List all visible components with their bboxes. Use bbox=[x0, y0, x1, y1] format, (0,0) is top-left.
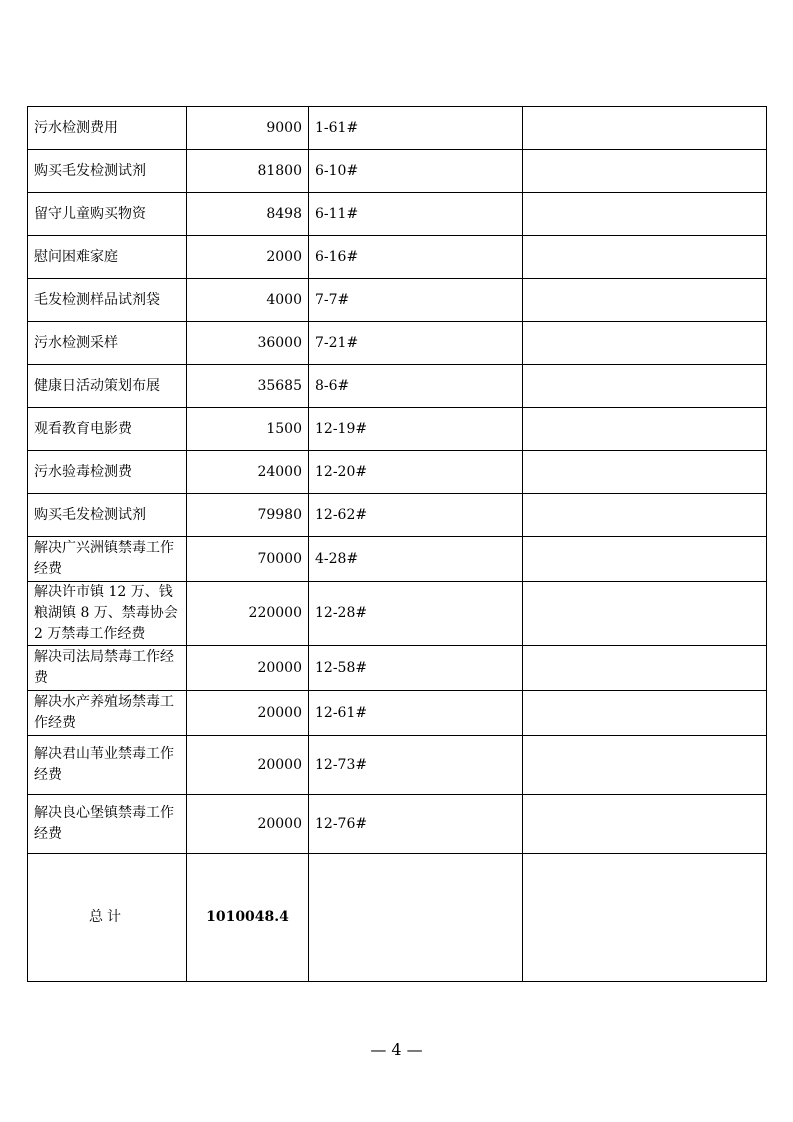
item-cell: 污水检测采样 bbox=[28, 322, 187, 365]
voucher-cell: 8-6# bbox=[309, 365, 523, 408]
item-cell: 购买毛发检测试剂 bbox=[28, 494, 187, 537]
voucher-cell: 1-61# bbox=[309, 107, 523, 150]
table-row bbox=[28, 736, 767, 795]
voucher-cell: 7-7# bbox=[309, 279, 523, 322]
voucher-cell: 12-76# bbox=[309, 795, 523, 854]
total-note-cell bbox=[523, 854, 767, 982]
note-cell bbox=[523, 107, 767, 150]
amount-cell: 81800 bbox=[187, 150, 309, 193]
amount-cell: 79980 bbox=[187, 494, 309, 537]
table-row bbox=[28, 451, 767, 494]
table-row bbox=[28, 646, 767, 691]
item-cell: 解决广兴洲镇禁毒工作经费 bbox=[28, 537, 187, 582]
amount-cell: 36000 bbox=[187, 322, 309, 365]
amount-cell: 4000 bbox=[187, 279, 309, 322]
table-row bbox=[28, 691, 767, 736]
total-voucher-cell bbox=[309, 854, 523, 982]
item-cell: 解决君山苇业禁毒工作经费 bbox=[28, 736, 187, 795]
table-row bbox=[28, 279, 767, 322]
item-cell: 污水验毒检测费 bbox=[28, 451, 187, 494]
voucher-cell: 6-11# bbox=[309, 193, 523, 236]
amount-cell: 9000 bbox=[187, 107, 309, 150]
amount-cell: 35685 bbox=[187, 365, 309, 408]
item-cell: 购买毛发检测试剂 bbox=[28, 150, 187, 193]
amount-cell: 20000 bbox=[187, 691, 309, 736]
amount-cell: 2000 bbox=[187, 236, 309, 279]
note-cell bbox=[523, 646, 767, 691]
table-row bbox=[28, 322, 767, 365]
table-row bbox=[28, 582, 767, 646]
voucher-cell: 4-28# bbox=[309, 537, 523, 582]
note-cell bbox=[523, 322, 767, 365]
amount-cell: 20000 bbox=[187, 736, 309, 795]
item-cell: 观看教育电影费 bbox=[28, 408, 187, 451]
note-cell bbox=[523, 451, 767, 494]
table-row bbox=[28, 193, 767, 236]
item-cell: 污水检测费用 bbox=[28, 107, 187, 150]
total-row bbox=[28, 854, 767, 982]
voucher-cell: 7-21# bbox=[309, 322, 523, 365]
note-cell bbox=[523, 408, 767, 451]
amount-cell: 220000 bbox=[187, 582, 309, 646]
amount-cell: 24000 bbox=[187, 451, 309, 494]
voucher-cell: 12-61# bbox=[309, 691, 523, 736]
note-cell bbox=[523, 582, 767, 646]
amount-cell: 20000 bbox=[187, 646, 309, 691]
note-cell bbox=[523, 494, 767, 537]
item-cell: 健康日活动策划布展 bbox=[28, 365, 187, 408]
amount-cell: 20000 bbox=[187, 795, 309, 854]
note-cell bbox=[523, 537, 767, 582]
table-row bbox=[28, 365, 767, 408]
voucher-cell: 6-10# bbox=[309, 150, 523, 193]
amount-cell: 70000 bbox=[187, 537, 309, 582]
table-row bbox=[28, 107, 767, 150]
item-cell: 毛发检测样品试剂袋 bbox=[28, 279, 187, 322]
table-row bbox=[28, 537, 767, 582]
item-cell: 慰问困难家庭 bbox=[28, 236, 187, 279]
voucher-cell: 12-62# bbox=[309, 494, 523, 537]
note-cell bbox=[523, 193, 767, 236]
total-amount: 1010048.4 bbox=[187, 854, 309, 982]
note-cell bbox=[523, 365, 767, 408]
note-cell bbox=[523, 736, 767, 795]
item-cell: 解决水产养殖场禁毒工作经费 bbox=[28, 691, 187, 736]
voucher-cell: 12-19# bbox=[309, 408, 523, 451]
note-cell bbox=[523, 795, 767, 854]
voucher-cell: 12-20# bbox=[309, 451, 523, 494]
note-cell bbox=[523, 279, 767, 322]
table-row bbox=[28, 494, 767, 537]
expense-table bbox=[27, 106, 767, 982]
voucher-cell: 12-28# bbox=[309, 582, 523, 646]
voucher-cell: 12-73# bbox=[309, 736, 523, 795]
voucher-cell: 6-16# bbox=[309, 236, 523, 279]
item-cell: 解决许市镇 12 万、钱粮湖镇 8 万、禁毒协会 2 万禁毒工作经费 bbox=[28, 582, 187, 646]
note-cell bbox=[523, 236, 767, 279]
item-cell: 解决良心堡镇禁毒工作经费 bbox=[28, 795, 187, 854]
amount-cell: 8498 bbox=[187, 193, 309, 236]
table-row bbox=[28, 150, 767, 193]
note-cell bbox=[523, 691, 767, 736]
page-number: — 4 — bbox=[370, 1040, 423, 1059]
table-row bbox=[28, 408, 767, 451]
table-row bbox=[28, 795, 767, 854]
table-row bbox=[28, 236, 767, 279]
note-cell bbox=[523, 150, 767, 193]
amount-cell: 1500 bbox=[187, 408, 309, 451]
item-cell: 留守儿童购买物资 bbox=[28, 193, 187, 236]
item-cell: 解决司法局禁毒工作经费 bbox=[28, 646, 187, 691]
total-label: 总计 bbox=[28, 854, 187, 982]
voucher-cell: 12-58# bbox=[309, 646, 523, 691]
